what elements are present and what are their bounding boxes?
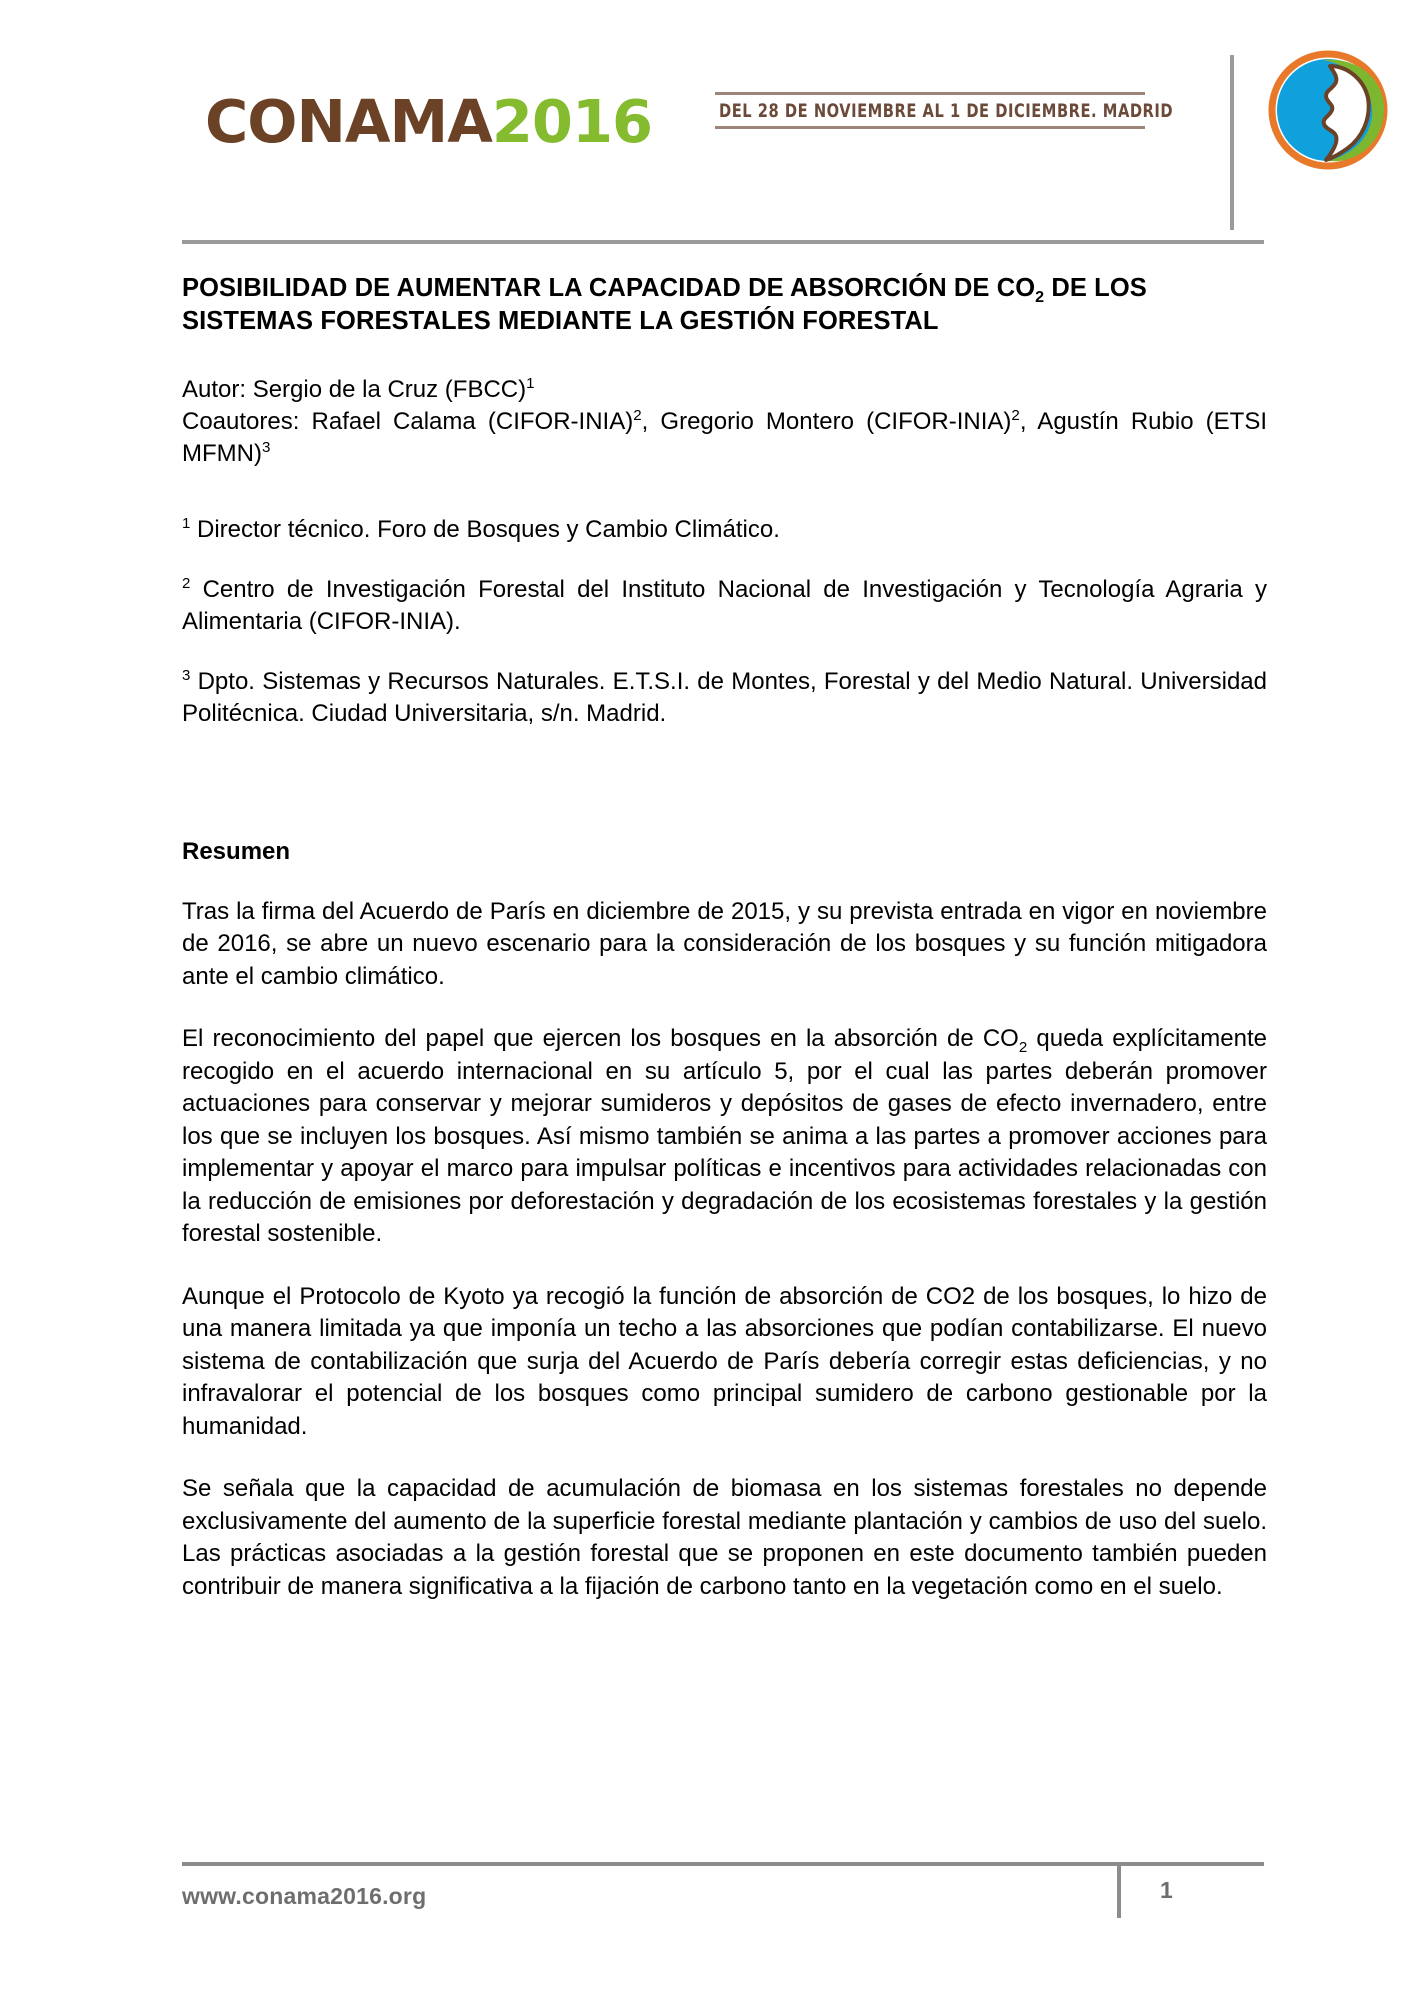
authors-block — [182, 374, 1267, 470]
page-title-subscript: 2 — [1035, 288, 1045, 307]
footnote-3 — [182, 666, 1267, 730]
author-line — [182, 374, 1267, 406]
coauthor-mark-1: 2 — [633, 407, 642, 425]
page-header — [0, 0, 1414, 190]
conama-logo-year: 2016 — [491, 87, 653, 156]
footer-page-number: 1 — [1160, 1877, 1173, 1903]
footnote-1-text: Director técnico. Foro de Bosques y Cambio Climático. — [190, 516, 780, 543]
abstract-paragraph-4: Se señala que la capacidad de acumulación de biomasa en los sistemas forestales no depende exclusivamente del aumento de la superficie forestal mediante plantación y cambios de uso del suelo. Las prácticas asociadas a la gestión forestal que se proponen en este documento también pueden contribuir de manera significativa a la fijación de carbono tanto en la vegetación como en el suelo. — [182, 1475, 1267, 1600]
abstract-paragraph-3: Aunque el Protocolo de Kyoto ya recogió la función de absorción de CO2 de los bosques, lo hizo de una manera limitada ya que imponía un techo a las absorciones que podían contabilizarse. El nuevo sistema de contabilización que surja del Acuerdo de París debería corregir estas deficiencias, y no infravalorar el potencial de los bosques como principal sumidero de carbono gestionable por la humanidad. — [182, 1282, 1267, 1440]
coauthor-mark-3: 3 — [261, 439, 271, 457]
coauthor-mark-2: 2 — [1011, 407, 1020, 425]
abstract-paragraph-2-start: El reconocimiento del papel que ejercen los bosques en la absorción de CO — [182, 1025, 1019, 1053]
abstract-paragraph-1: Tras la firma del Acuerdo de París en diciembre de 2015, y su prevista entrada en vigor en noviembre de 2016, se abre un nuevo escenario para la consideración de los bosques y su función mitigadora ante el cambio climático. — [182, 897, 1267, 990]
coauthors-line — [182, 406, 1267, 470]
coauthor-part-2: , Gregorio Montero (CIFOR-INIA) — [641, 408, 1012, 436]
footnote-1 — [182, 514, 1267, 546]
globe-logo-icon — [1264, 46, 1392, 174]
footnote-3-mark: 3 — [182, 666, 191, 684]
abstract-paragraph-2 — [182, 1023, 1267, 1251]
footnote-1-mark: 1 — [182, 515, 191, 532]
author-footnote-mark: 1 — [526, 375, 535, 393]
footnote-2-mark: 2 — [182, 574, 191, 592]
coauthor-part-1: Coautores: Rafael Calama (CIFOR-INIA) — [182, 408, 634, 436]
conama-logo-word: CONAMA — [205, 87, 492, 156]
page-title — [182, 272, 1267, 338]
page-title-line2: SISTEMAS FORESTALES MEDIANTE LA GESTIÓN FORESTAL — [182, 307, 939, 336]
document-content — [182, 272, 1267, 1603]
footer-row — [182, 1866, 1264, 1918]
footer-vertical-divider — [1117, 1866, 1121, 1918]
footer-website-link[interactable]: www.conama2016.org — [182, 1883, 427, 1909]
author-name: Autor: Sergio de la Cruz (FBCC) — [182, 376, 527, 404]
footnote-3-text: Dpto. Sistemas y Recursos Naturales. E.T.S.I. de Montes, Forestal y del Medio Natural. Universidad Politécnica. Ciudad Universitaria, s/n. Madrid. — [182, 667, 1267, 727]
footnote-2-text: Centro de Investigación Forestal del Instituto Nacional de Investigación y Tecnología Agraria y Alimentaria (CIFOR-INIA). — [182, 575, 1267, 635]
event-date-band — [715, 92, 1174, 129]
footnote-2 — [182, 574, 1267, 638]
header-horizontal-rule — [182, 240, 1264, 244]
header-vertical-divider — [1230, 55, 1234, 230]
conama-logo — [205, 87, 653, 156]
page-title-line1: POSIBILIDAD DE AUMENTAR LA CAPACIDAD DE ABSORCIÓN DE CO — [182, 274, 1036, 302]
co2-subscript: 2 — [1018, 1038, 1028, 1056]
coauthor-part-3: , Agustín Rubio (ETSI MFMN) — [182, 408, 1268, 468]
event-date-text: DEL 28 DE NOVIEMBRE AL 1 DE DICIEMBRE. MADRID — [719, 100, 1174, 122]
abstract-paragraph-2-rest: queda explícitamente recogido en el acuerdo internacional en su artículo 5, por el cual las partes deberán promover actuaciones para conservar y mejorar sumideros y depósitos de gases de efecto invernadero, entre los que se incluyen los bosques. Así mismo también se anima a las partes a promover acciones para implementar y apoyar el marco para impulsar políticas e incentivos para actividades relacionadas con la reducción de emisiones por deforestación y degradación de los ecosistemas forestales y la gestión forestal sostenible. — [182, 1025, 1267, 1248]
page-footer — [182, 1862, 1264, 1918]
section-heading-resumen: Resumen — [182, 837, 291, 865]
page-title-line1-end: DE LOS — [1044, 274, 1147, 302]
